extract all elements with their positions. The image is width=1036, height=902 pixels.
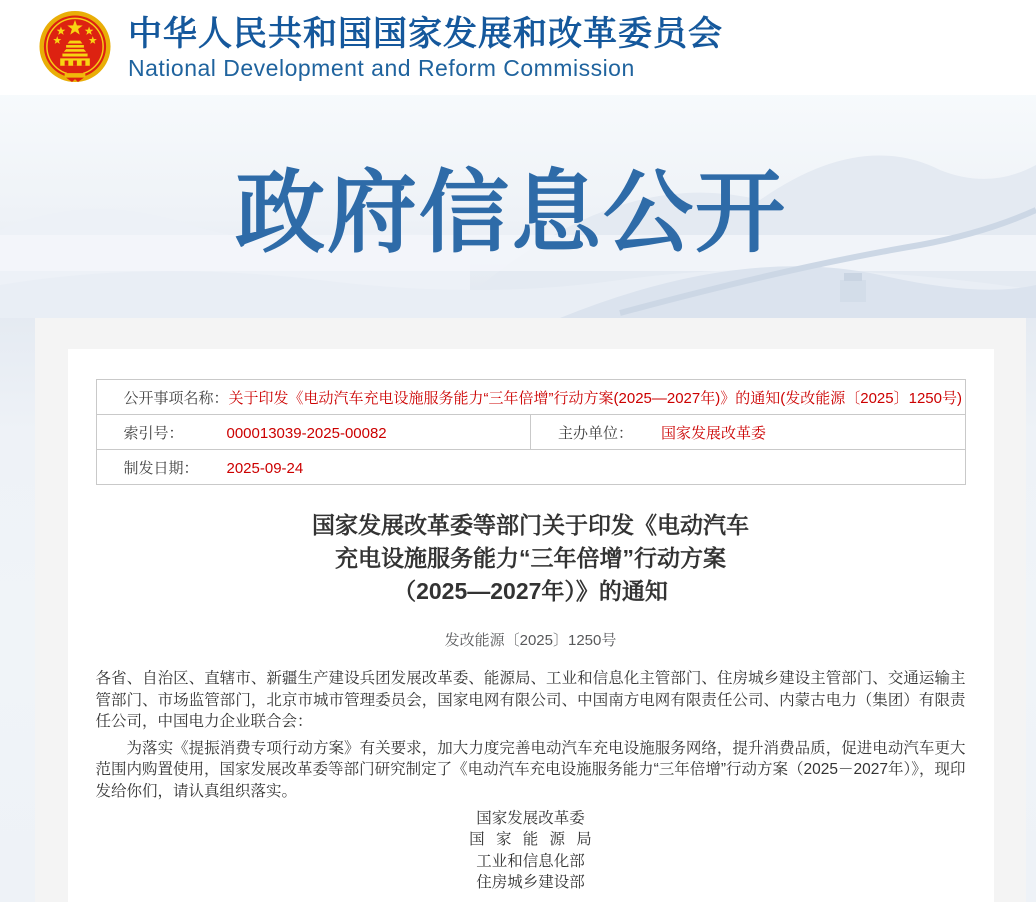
org-value: 国家发展改革委 bbox=[661, 424, 767, 442]
document-title-line: 充电设施服务能力“三年倍增”行动方案 bbox=[335, 545, 726, 571]
date-label: 制发日期： bbox=[123, 459, 199, 477]
content-panel bbox=[35, 318, 1026, 902]
document-title bbox=[96, 509, 966, 608]
index-value: 000013039-2025-00082 bbox=[226, 424, 387, 442]
item-name-cell bbox=[96, 380, 965, 415]
date-value: 2025-09-24 bbox=[226, 459, 304, 477]
info-table bbox=[96, 379, 966, 485]
org-label: 主办单位： bbox=[558, 424, 634, 442]
site-title-en: National Development and Reform Commission bbox=[128, 54, 635, 81]
signature-line: 国家发展改革委 bbox=[476, 809, 585, 827]
signature-line: 工业和信息化部 bbox=[476, 852, 585, 870]
national-emblem-icon bbox=[38, 9, 112, 87]
item-name-value: 关于印发《电动汽车充电设施服务能力“三年倍增”行动方案(2025—2027年)》的通知(发改能源〔2025〕1250号) bbox=[228, 389, 962, 407]
index-cell bbox=[96, 415, 531, 450]
date-cell bbox=[96, 450, 965, 485]
document-card bbox=[68, 349, 994, 902]
banner-title: 政府信息公开 bbox=[235, 162, 787, 263]
org-cell bbox=[531, 415, 966, 450]
gov-info-banner bbox=[0, 95, 1036, 318]
paragraph-body: 为落实《提振消费专项行动方案》有关要求，加大力度完善电动汽车充电设施服务网络，提升消费品质，促进电动汽车更大范围内购置使用，国家发展改革委等部门研究制定了《电动汽车充电设施服务能力“三年倍增”行动方案（2025－2027年）》，现印发给你们，请认真组织落实。 bbox=[95, 739, 966, 800]
site-header bbox=[0, 0, 1036, 95]
document-title-line: （2025—2027年）》的通知 bbox=[393, 578, 668, 604]
signature-line: 国 家 能 源 局 bbox=[469, 831, 592, 849]
table-row-date bbox=[96, 450, 965, 485]
document-number: 发改能源〔2025〕1250号 bbox=[444, 632, 617, 649]
signature-line: 住房城乡建设部 bbox=[476, 874, 585, 892]
site-title-cn: 中华人民共和国国家发展和改革委员会 bbox=[128, 14, 723, 53]
site-title-group bbox=[128, 15, 723, 81]
table-row-item-name bbox=[96, 380, 965, 415]
signature-block bbox=[96, 808, 966, 894]
table-row-index-org bbox=[96, 415, 965, 450]
item-name-label: 公开事项名称： bbox=[123, 389, 229, 407]
index-label: 索引号： bbox=[123, 424, 184, 442]
document-title-line: 国家发展改革委等部门关于印发《电动汽车 bbox=[312, 512, 749, 538]
paragraph-recipients: 各省、自治区、直辖市、新疆生产建设兵团发展改革委、能源局、工业和信息化主管部门、住房城乡建设主管部门、交通运输主管部门、市场监管部门，北京市城市管理委员会，国家电网有限公司、中国南方电网有限责任公司、内蒙古电力（集团）有限责任公司，中国电力企业联合会： bbox=[95, 670, 966, 731]
